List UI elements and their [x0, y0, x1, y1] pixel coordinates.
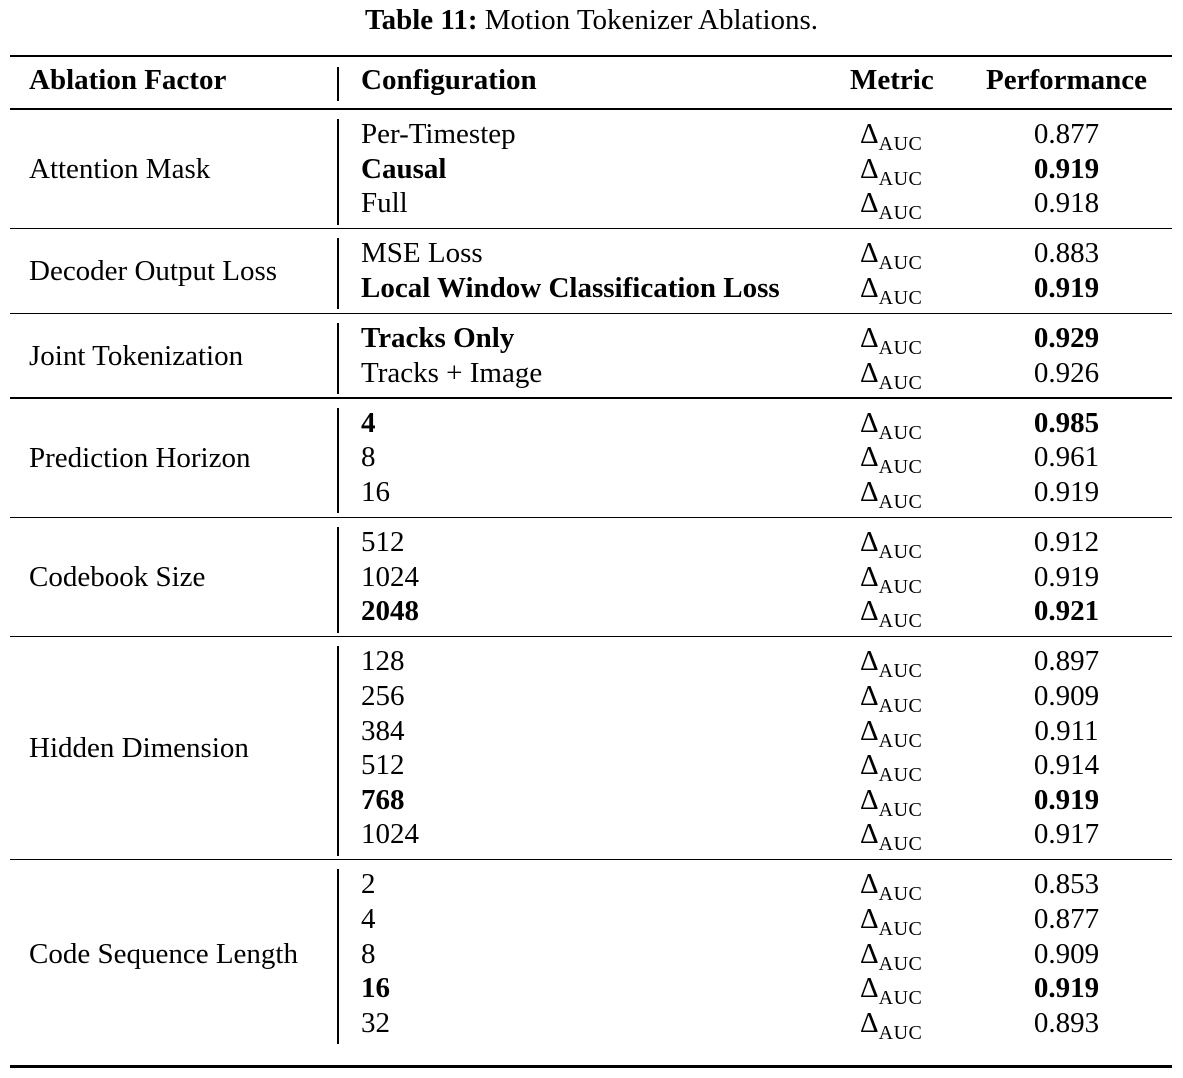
configuration-cell: 8: [361, 937, 376, 970]
metric-subscript: AUC: [878, 694, 923, 717]
metric-subscript: AUC: [878, 1021, 923, 1044]
group-separator: [10, 313, 1172, 315]
header-configuration: Configuration: [361, 64, 537, 96]
configuration-cell: 32: [361, 1006, 390, 1039]
performance-cell: 0.919: [1033, 560, 1100, 593]
metric-cell: [860, 271, 922, 308]
metric-cell: [860, 117, 922, 154]
delta-symbol: Δ: [860, 356, 879, 389]
metric-subscript: AUC: [878, 371, 923, 394]
metric-cell: [860, 714, 922, 751]
configuration-cell: 2048: [361, 595, 419, 628]
metric-cell: [860, 902, 922, 939]
delta-symbol: Δ: [860, 868, 879, 901]
performance-cell: 0.985: [1033, 406, 1100, 439]
metric-cell: [860, 321, 922, 358]
delta-symbol: Δ: [860, 526, 879, 558]
metric-cell: [860, 236, 922, 273]
configuration-cell: 16: [361, 475, 390, 508]
delta-symbol: Δ: [860, 271, 879, 304]
ablation-factor: Prediction Horizon: [29, 441, 251, 474]
configuration-cell: Tracks + Image: [361, 356, 543, 389]
column-divider: [337, 238, 339, 309]
metric-cell: [860, 186, 922, 223]
column-divider: [337, 323, 339, 394]
metric-subscript: AUC: [878, 660, 923, 683]
configuration-cell: 512: [361, 526, 405, 558]
delta-symbol: Δ: [860, 679, 879, 712]
metric-subscript: AUC: [878, 798, 923, 821]
bottom-rule: [10, 1065, 1172, 1068]
configuration-cell: 1024: [361, 560, 419, 593]
configuration-cell: 4: [361, 903, 376, 935]
performance-cell: 0.914: [1033, 749, 1100, 782]
metric-subscript: AUC: [878, 952, 923, 975]
performance-cell: 0.911: [1034, 714, 1099, 747]
metric-cell: [860, 440, 922, 477]
configuration-cell: 8: [361, 441, 376, 474]
column-divider: [337, 119, 339, 225]
group-separator: [10, 859, 1172, 861]
metric-subscript: AUC: [878, 541, 923, 563]
header-metric: Metric: [850, 64, 934, 96]
configuration-cell: 128: [361, 645, 405, 678]
column-divider: [337, 408, 339, 514]
metric-subscript: AUC: [878, 833, 923, 856]
metric-subscript: AUC: [878, 490, 923, 513]
performance-cell: 0.919: [1033, 152, 1100, 185]
metric-subscript: AUC: [878, 918, 923, 940]
performance-cell: 0.893: [1033, 1006, 1100, 1039]
metric-cell: [860, 152, 922, 189]
column-divider: [337, 869, 339, 1044]
column-divider: [337, 646, 339, 856]
delta-symbol: Δ: [860, 783, 879, 816]
metric-cell: [860, 356, 922, 393]
configuration-cell: 2: [361, 868, 376, 901]
ablation-factor: Decoder Output Loss: [29, 254, 278, 287]
configuration-cell: 256: [361, 679, 405, 712]
performance-cell: 0.919: [1033, 271, 1100, 304]
metric-cell: [860, 817, 922, 854]
header-rule: [10, 108, 1172, 110]
caption-text: Motion Tokenizer Ablations.: [484, 4, 819, 36]
performance-cell: 0.883: [1033, 237, 1100, 270]
configuration-cell: Per-Timestep: [361, 118, 516, 150]
metric-cell: [860, 525, 922, 562]
performance-cell: 0.918: [1033, 187, 1100, 220]
performance-cell: 0.919: [1033, 475, 1100, 508]
metric-subscript: AUC: [878, 421, 923, 444]
metric-cell: [860, 748, 922, 785]
performance-cell: 0.919: [1033, 972, 1100, 1005]
configuration-cell: Local Window Classification Loss: [361, 271, 780, 304]
metric-subscript: AUC: [878, 133, 923, 155]
delta-symbol: Δ: [860, 818, 879, 851]
header-ablation-factor: Ablation Factor: [29, 64, 227, 96]
metric-subscript: AUC: [878, 987, 923, 1010]
delta-symbol: Δ: [860, 1006, 879, 1039]
metric-subscript: AUC: [878, 337, 923, 359]
metric-cell: [860, 1006, 922, 1043]
metric-subscript: AUC: [878, 456, 923, 479]
delta-symbol: Δ: [860, 152, 879, 185]
metric-cell: [860, 679, 922, 716]
ablation-factor: Code Sequence Length: [29, 937, 298, 970]
delta-symbol: Δ: [860, 237, 879, 270]
delta-symbol: Δ: [860, 714, 879, 747]
delta-symbol: Δ: [860, 475, 879, 508]
delta-symbol: Δ: [860, 118, 879, 150]
configuration-cell: 768: [361, 783, 405, 816]
configuration-cell: 16: [361, 972, 390, 1005]
table-caption: [0, 2, 1183, 38]
configuration-cell: 1024: [361, 818, 419, 851]
performance-cell: 0.897: [1033, 645, 1100, 678]
performance-cell: 0.877: [1033, 903, 1100, 935]
metric-cell: [860, 867, 922, 904]
performance-cell: 0.877: [1033, 118, 1100, 150]
metric-subscript: AUC: [878, 883, 923, 906]
delta-symbol: Δ: [860, 406, 879, 439]
metric-cell: [860, 937, 922, 974]
top-rule: [10, 55, 1172, 57]
metric-cell: [860, 406, 922, 443]
metric-subscript: AUC: [878, 575, 923, 598]
configuration-cell: Tracks Only: [361, 322, 515, 354]
metric-cell: [860, 971, 922, 1008]
metric-subscript: AUC: [878, 610, 923, 633]
ablation-factor: Hidden Dimension: [29, 732, 249, 765]
metric-subscript: AUC: [878, 764, 923, 787]
delta-symbol: Δ: [860, 749, 879, 782]
configuration-cell: 4: [361, 406, 376, 439]
configuration-cell: Full: [361, 187, 408, 220]
metric-subscript: AUC: [878, 729, 923, 752]
delta-symbol: Δ: [860, 560, 879, 593]
configuration-cell: 384: [361, 714, 405, 747]
metric-cell: [860, 594, 922, 631]
group-separator: [10, 228, 1172, 230]
performance-cell: 0.917: [1033, 818, 1100, 851]
configuration-cell: 512: [361, 749, 405, 782]
delta-symbol: Δ: [860, 937, 879, 970]
performance-cell: 0.912: [1033, 526, 1100, 558]
metric-subscript: AUC: [878, 167, 923, 190]
configuration-cell: MSE Loss: [361, 237, 483, 270]
caption-label: Table 11:: [364, 4, 478, 36]
ablation-factor: Codebook Size: [29, 560, 206, 593]
group-separator: [10, 397, 1172, 399]
metric-cell: [860, 644, 922, 681]
metric-cell: [860, 475, 922, 512]
metric-cell: [860, 783, 922, 820]
metric-subscript: AUC: [878, 202, 923, 225]
metric-subscript: AUC: [878, 252, 923, 275]
header-performance: Performance: [985, 64, 1147, 96]
delta-symbol: Δ: [860, 595, 879, 628]
performance-cell: 0.929: [1033, 322, 1100, 354]
delta-symbol: Δ: [860, 441, 879, 474]
performance-cell: 0.926: [1033, 356, 1100, 389]
performance-cell: 0.961: [1033, 441, 1100, 474]
performance-cell: 0.919: [1033, 783, 1100, 816]
ablation-factor: Attention Mask: [29, 152, 211, 185]
group-separator: [10, 517, 1172, 519]
metric-cell: [860, 560, 922, 597]
column-divider: [337, 527, 339, 633]
delta-symbol: Δ: [860, 322, 879, 354]
header-column-divider: [337, 67, 339, 101]
performance-cell: 0.853: [1033, 868, 1100, 901]
metric-subscript: AUC: [878, 286, 923, 309]
configuration-cell: Causal: [361, 152, 447, 185]
performance-cell: 0.909: [1033, 937, 1100, 970]
delta-symbol: Δ: [860, 972, 879, 1005]
delta-symbol: Δ: [860, 903, 879, 935]
delta-symbol: Δ: [860, 645, 879, 678]
performance-cell: 0.909: [1033, 679, 1100, 712]
delta-symbol: Δ: [860, 187, 879, 220]
group-separator: [10, 636, 1172, 638]
ablation-factor: Joint Tokenization: [29, 339, 244, 372]
performance-cell: 0.921: [1033, 595, 1100, 628]
